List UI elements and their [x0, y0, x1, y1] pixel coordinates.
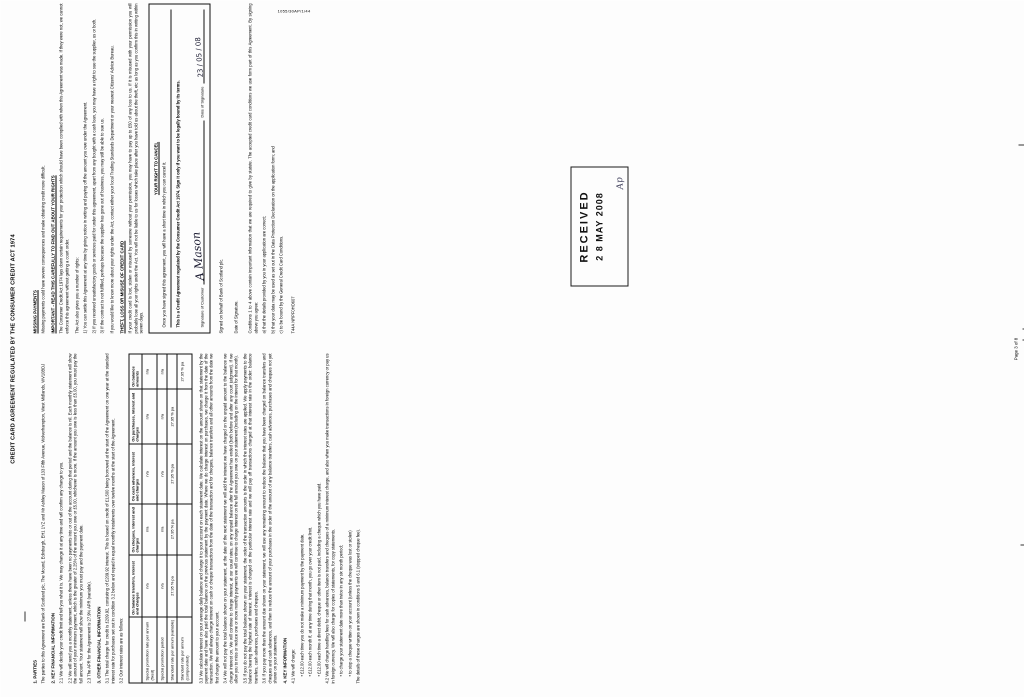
th-blank — [128, 617, 141, 683]
cell: n/a — [156, 444, 166, 504]
signature-date-value: 23 / 05 / 08 — [193, 36, 205, 78]
table-row — [156, 354, 166, 683]
table-header-row — [128, 354, 141, 683]
rights-intro: The Act also gives you a number of rights: — [73, 256, 79, 333]
section-3-3: 3.3 We calculate interest on your average daily balance and charge it to your account on each statement date. We calculate interest on the amount shown on that statement by the payment date and have also paid the total balance on the previous statement by the payment date. Where we do charge interest on purchases, we charge it from the date of the transaction. We will always charge interest on cash or cheque transactions from the date of the transaction and for cheques, balance transfers and all other amounts from the date we first charge the amount to your account. — [197, 353, 219, 683]
section-2-heading: 2. KEY FINANCIAL INFORMATION — [50, 612, 56, 683]
section-4-item-1: 4.1 We will charge: — [289, 648, 295, 683]
signature-row — [189, 9, 207, 327]
bos-signed-label: Signed on behalf of Bank of Scotland plc. — [218, 258, 224, 333]
missing-payments-heading: MISSING PAYMENTS — [32, 289, 37, 333]
section-2-item-1: 2.1 We will decide your credit limit and tell you what it is. We may change it at any time and will confirm any change to you. — [58, 461, 64, 683]
cell: n/a — [141, 554, 156, 616]
th-balance-amounts: On balance amounts — [128, 354, 141, 389]
stamp-signature: Ap — [614, 176, 626, 190]
important-text: The Consumer Credit Act 1974 lays down certain requirements for your protection which should have been complied with when this Agreement was made. If they were not, we cannot enforce this agreement without getting a court order. — [58, 3, 69, 333]
section-2-item-2: 2.2 We will send you a monthly statement, unless there have been no payments into or out of the account during that period and the balance is nil. Each monthly statement will show the amount of your minimum payment, which is the greater of 2.25% of the amount you owe or £5.00, whichever is more. If the amount you owe is less than £5.00, you must pay the full amount. Your statement will show the minimum you must pay and the payment date. — [66, 353, 83, 683]
cell: 27.95 % pa — [176, 354, 191, 389]
section-4-bullet-3: • £12.00 each time a direct debit, cheque or other item is not paid, including a cheque which you have paid. — [315, 482, 321, 676]
date-label: Date of Signature — [199, 86, 205, 118]
section-4-item-2: 4.2 We will charge handling fees for cash advances, balance transfers and cheques of a minimum interest charge, and also when you make transactions in foreign currency or pay us in foreign currency. We will also charge for copies of statements, for copy statements. — [324, 353, 335, 683]
cell — [176, 444, 191, 504]
stamp-line-2: 2 8 MAY 2008 — [594, 191, 604, 261]
right-column — [32, 3, 298, 333]
important-heading: IMPORTANT - READ THIS CAREFULLY TO FIND OUT ABOUT YOUR RIGHTS — [50, 174, 56, 333]
row-label-standard-compounded: Standard rate per annum (compounded) — [176, 617, 191, 683]
section-1-heading: 1. PARTIES — [32, 659, 37, 683]
received-stamp — [570, 166, 628, 286]
rights-item-2: 2) If you received unsatisfactory goods or services paid for under this agreement, apart from any bought with a cash loan, you may have a right to sue the supplier, us or both. — [90, 18, 96, 333]
section-3-5: 3.5 If you do not pay the total balance shown on your statement, the order of the transaction amounts is the order in which the interest rates are applied. We apply payments to the balance bearing the highest rate of interest. Interest is charged on the particular interest rate and we will pay off transactions charged at that interest rate in the order: balance transfers, cash advances, purchases and cheques. — [241, 353, 258, 683]
page-footer: Page 3 of 8 — [1013, 337, 1018, 360]
bos-date-label: Date of Signature. — [232, 300, 238, 333]
th-balance-transfers: On balance transfers, interest and charges — [128, 554, 141, 616]
form-code: T44A NRPF0HO607 — [289, 295, 295, 333]
customer-signature-value: A Mason — [189, 230, 207, 281]
cancellation-signature-box — [148, 3, 210, 333]
table-row — [141, 354, 156, 683]
section-4-bullet-5: • to stop a cheque written on your account (unless the cheque was lost or stolen) — [346, 529, 352, 676]
section-3-6: 3.6 If you pay more than the amount due shown on your statement, we will use any remaining amount to reduce the balance that you have been charged on balance transfers and cheques and cash advances, and then to reduce the amount of your purchases in the order of the amount of any balance transfers, cash advances, purchases and cheques not yet shown on your statements. — [261, 353, 277, 683]
section-3-heading: 3. OTHER FINANCIAL INFORMATION — [96, 606, 102, 683]
cell: n/a — [141, 389, 156, 444]
cell: n/a — [156, 389, 166, 444]
cell — [166, 354, 176, 389]
agree-item-a: a) that the details provided by you in your application are correct; — [261, 215, 267, 333]
regulated-statement: This is a Credit Agreement regulated by the Consumer Credit Act 1974. Sign it only if you want to be legally bound by its terms. — [175, 79, 180, 327]
agree-item-c: c) to be bound by the General Credit Card Conditions. — [278, 235, 284, 333]
cell: n/a — [141, 503, 156, 554]
theft-heading: THEFT, LOSS OR MISUSE OF CREDIT CARD — [119, 240, 125, 333]
cell: 27.95 % pa — [166, 444, 176, 504]
stamp-line-1: RECEIVED — [578, 189, 590, 263]
signature-date-field[interactable] — [192, 9, 204, 83]
theft-text: If your credit card is lost, stolen or misused by someone without your permission, you may have to pay up to £50 of any loss to us. If it is misused with your permission you will probably lose all your rights under the Act. You will not be liable to us for losses which take place after you have told us about the theft, etc as long as you confirm this in writing within seven days. — [127, 3, 144, 333]
th-purchases: On purchases, interest and charges — [128, 389, 141, 444]
rights-item-1: 1) You can settle this Agreement at any time by giving notice in writing and paying off the amount you owe under the Agreement. — [82, 101, 88, 333]
cancel-text: Once you have signed this agreement, you will have a short time in which you can cancel it. — [160, 161, 166, 327]
table-row — [176, 354, 191, 683]
section-4-heading: 4. KEY INFORMATION — [281, 637, 287, 683]
th-cheques: On cheques, interest and charges — [128, 503, 141, 554]
cell: n/a — [141, 444, 156, 504]
cell: n/a — [156, 503, 166, 554]
section-1-text: The parties to this Agreement are Bank of Scotland plc, The Mound, Edinburgh, EH1 1YZ and Mr Ashley Mason of 133 Fifth Avenue, Wolverhampton, West Midlands, WV10BDJ — [40, 363, 46, 683]
row-label-special-period: Special promotion period — [156, 617, 166, 683]
missing-payments-text: Missing payments could have severe consequences and make obtaining credit more difficult. — [40, 164, 46, 333]
row-label-special-rate: Special promotion rate per annum (fixed) — [141, 617, 156, 683]
document-reference: 1055/30AP/1/44 — [277, 8, 310, 13]
scan-artifact — [1020, 544, 1024, 545]
cell: n/a — [156, 554, 166, 616]
section-4-closing: The details of these charges are shown in conditions 5 and 6.1 (stopped cheque fee). — [355, 528, 361, 683]
cell: 27.95 % pa — [166, 503, 176, 554]
row-label-standard-rate: Standard rate per annum (variable) — [166, 617, 176, 683]
section-3-item-2: 3.2 Our interest rates are as follows: — [118, 617, 124, 683]
signature-label: Signature of Customer — [199, 286, 205, 327]
rights-item-3: 3) If the contract is not fulfilled, perhaps because the supplier has gone out of business, you may still be able to sue us. — [99, 117, 105, 333]
section-3-item-1: 3.1 The total charge for credit is £209.92, consisting of £209.92 interest. This is based on credit of £1,500 being borrowed at the start of the Agreement on one year at the standard interest rate for purchases set out in condition 3.2 below and repaid in equal monthly instalments over twelve months at the start of the Agreement. — [104, 353, 115, 683]
interest-rate-table — [128, 353, 192, 683]
table-row — [166, 354, 176, 683]
rights-closing: If you would like to know more about your rights under the Act, contact either your local Trading Standards Department or your nearest Citizens' Advice Bureau. — [109, 44, 115, 333]
page-title: CREDIT CARD AGREEMENT REGULATED BY THE CONSUMER CREDIT ACT 1974 — [10, 233, 16, 464]
section-4-bullet-4: • to charge your statement date more than twice in any six month period; — [338, 544, 344, 676]
cell: 27.95 % pa — [166, 389, 176, 444]
agree-item-b: b) that your data may be used as set out in the Data Protection Declaration on the application form; and — [269, 145, 275, 333]
cell: n/a — [156, 354, 166, 389]
cell — [176, 389, 191, 444]
scan-artifact — [1018, 144, 1024, 145]
section-2-item-3: 2.3 The APR for the Agreement is 27.9% APR (variable). — [86, 580, 92, 683]
cell: 27.95 % pa — [166, 554, 176, 616]
cell — [176, 554, 191, 616]
cell: n/a — [141, 354, 156, 389]
section-4-bullet-1: • £12.00 each time you do not make a minimum payment by the payment date. — [298, 533, 304, 676]
cancel-heading: YOUR RIGHT TO CANCEL — [152, 141, 158, 195]
customer-signature-field[interactable] — [189, 120, 207, 284]
left-column — [32, 353, 364, 683]
divider — [170, 9, 171, 327]
scan-artifact — [24, 611, 25, 621]
cell — [176, 503, 191, 554]
section-4-bullet-2: • £12.00 each month if, at any time during that month, you go over your credit limit. — [307, 526, 313, 676]
th-cash-advances: On cash advances, interest and charges — [128, 444, 141, 504]
conditions-text: Conditions 1 to 4 above contain important information that we are required to give by statute. The accepted credit card conditions we use form part of this Agreement. By signing above you agree: — [247, 3, 258, 333]
section-3-4: 3.4 We will not pay the total balance shown on your statement, at the date of the next statement we will add the interest we have charged on the unpaid amount to the balance we charge interest on. We will continue to charge interest, at our usual rates, on any unpaid balance after the Agreement has ended (both before and after any court judgment). If we allow you to miss or reduce one or more monthly payments we will continue to charge interest on the full amount you owe on your statement (including on the interest for that month). — [222, 353, 239, 683]
